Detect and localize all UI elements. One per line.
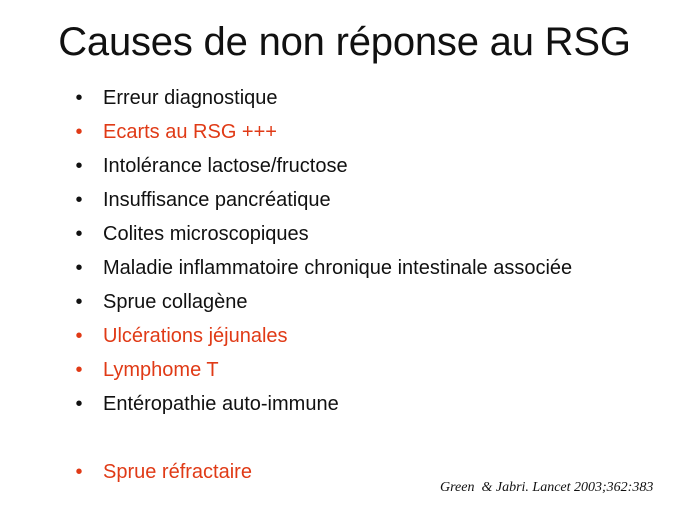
bullet-icon: • bbox=[75, 393, 83, 415]
citation-reference: Green & Jabri. Lancet 2003;362:383 bbox=[440, 480, 654, 495]
list-item-label: Ulcérations jéjunales bbox=[103, 325, 288, 347]
list-item-label: Insuffisance pancréatique bbox=[103, 189, 331, 211]
list-item bbox=[70, 117, 572, 151]
slide-title: Causes de non réponse au RSG bbox=[58, 20, 631, 64]
bullet-icon: • bbox=[75, 461, 83, 483]
bullet-list bbox=[70, 83, 572, 491]
list-item-label: Lymphome T bbox=[103, 359, 219, 381]
bullet-icon: • bbox=[75, 223, 83, 245]
list-item bbox=[70, 321, 572, 355]
bullet-icon: • bbox=[75, 359, 83, 381]
list-item-label: Sprue réfractaire bbox=[103, 461, 252, 483]
list-item bbox=[70, 287, 572, 321]
list-item-label: Ecarts au RSG +++ bbox=[103, 121, 277, 143]
bullet-icon: • bbox=[75, 87, 83, 109]
list-item bbox=[70, 355, 572, 389]
bullet-icon: • bbox=[75, 121, 83, 143]
list-item-label: Sprue collagène bbox=[103, 291, 248, 313]
list-item-label: Intolérance lactose/fructose bbox=[103, 155, 348, 177]
list-item-label: Maladie inflammatoire chronique intestinale associée bbox=[103, 257, 573, 279]
bullet-icon: • bbox=[75, 155, 83, 177]
list-item-label: Entéropathie auto-immune bbox=[103, 393, 339, 415]
list-item bbox=[70, 219, 572, 253]
list-item bbox=[70, 253, 572, 287]
list-item-label: Colites microscopiques bbox=[103, 223, 309, 245]
list-item bbox=[70, 185, 572, 219]
list-item bbox=[70, 151, 572, 185]
list-item bbox=[70, 389, 572, 423]
list-item bbox=[70, 83, 572, 117]
bullet-icon: • bbox=[75, 291, 83, 313]
bullet-icon: • bbox=[75, 189, 83, 211]
list-item-label: Erreur diagnostique bbox=[103, 87, 278, 109]
bullet-icon: • bbox=[75, 257, 83, 279]
bullet-icon: • bbox=[75, 325, 83, 347]
